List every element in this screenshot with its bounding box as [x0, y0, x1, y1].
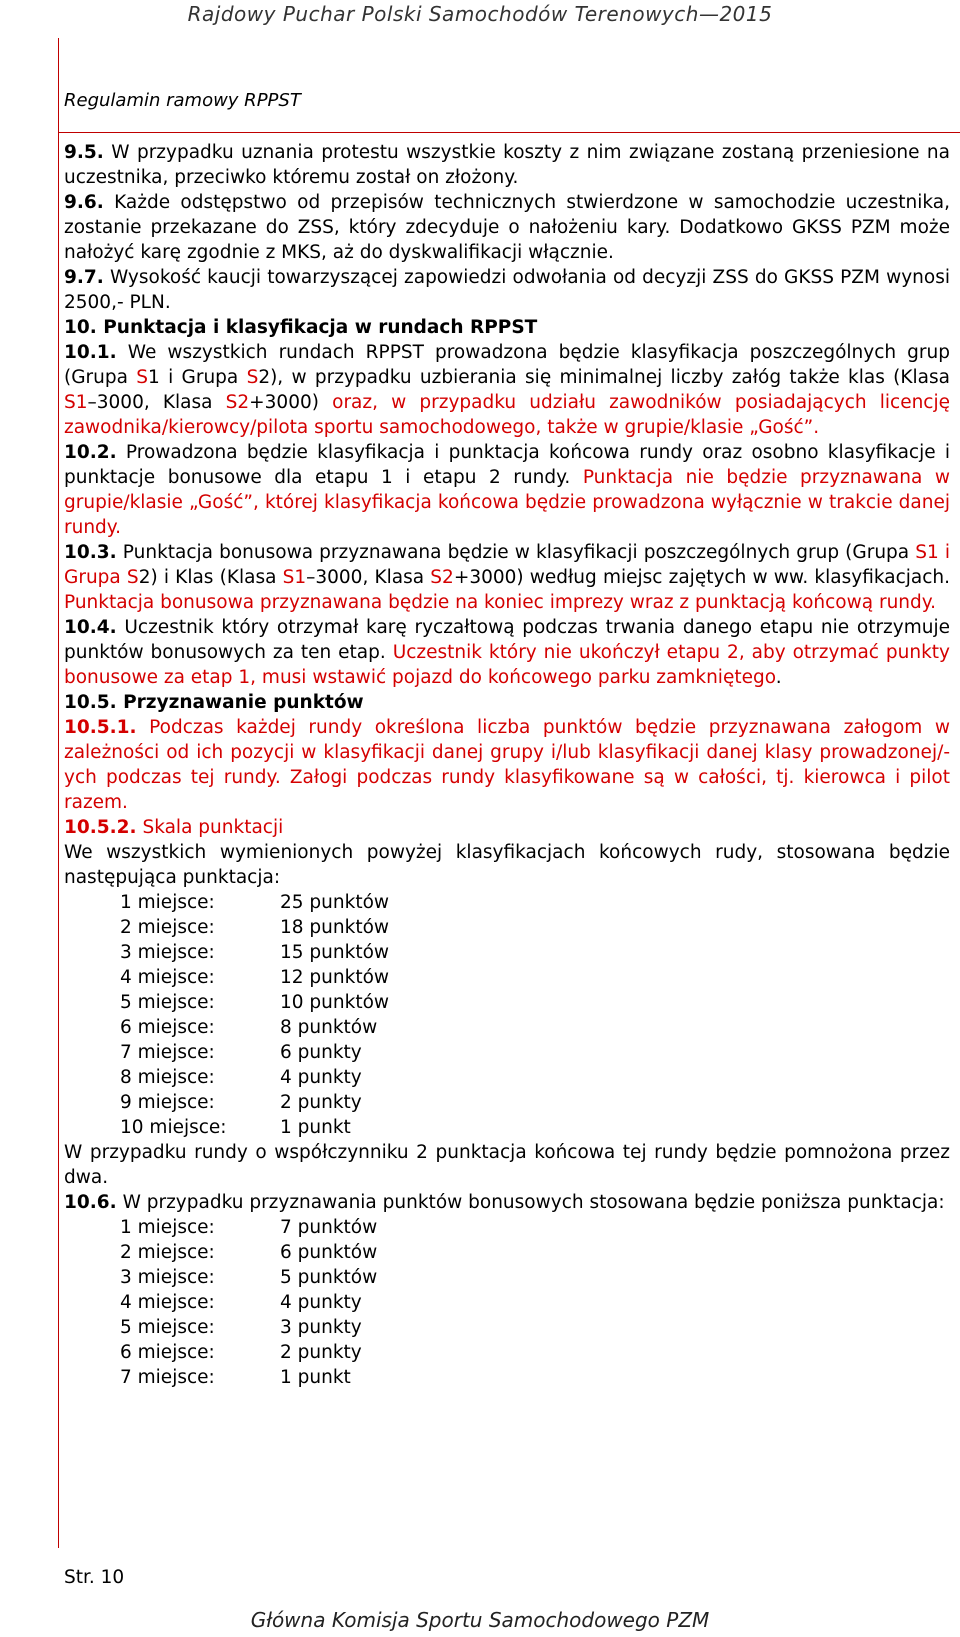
score-row: [64, 1340, 950, 1365]
score-points: 1 punkt: [280, 1367, 351, 1388]
text-run: .: [775, 667, 782, 688]
paragraph-9-5: [64, 140, 950, 190]
score-place: 5 miejsce:: [120, 1317, 215, 1338]
score-row: [64, 890, 950, 915]
paragraph-10-1: [64, 340, 950, 440]
points-scale-bonus: [64, 1215, 950, 1390]
text-run: S2: [430, 567, 454, 588]
text-run: S1: [282, 567, 307, 588]
text-run: Uczestnik który otrzymał karę ryczałtową podczas trwania danego etapu nie otrzymuje punktów bonusowych za ten etap.: [64, 617, 950, 663]
section-number: 10.5.2.: [64, 817, 137, 838]
text-run: +3000) według miejsc zajętych w ww. klasyfikacjach.: [453, 567, 951, 588]
score-points: 4 punkty: [280, 1067, 362, 1088]
double-coefficient-note: W przypadku rundy o współczynniku 2 punktacja końcowa tej rundy będzie pomnożona przez dwa.: [64, 1142, 950, 1188]
text-run: –3000, Klasa: [306, 567, 431, 588]
paragraph-text: W przypadku uznania protestu wszystkie koszty z nim związane zostaną przeniesione na uczestnika, przeciwko któremu został on złożony.: [64, 142, 950, 188]
score-row: [64, 1365, 950, 1390]
paragraph-10-4: [64, 615, 950, 690]
paragraph-9-6: [64, 190, 950, 265]
score-points: 10 punktów: [280, 992, 390, 1013]
paragraph-text: W przypadku przyznawania punktów bonusowych stosowana będzie poniższa punktacja:: [116, 1192, 945, 1213]
text-run: S2: [225, 392, 250, 413]
score-row: [64, 1090, 950, 1115]
text-run: 2), w przypadku uzbierania się minimalnej liczby załóg także klas (Klasa: [258, 367, 950, 388]
text-run: 1 i Grupa: [148, 367, 247, 388]
score-points: 8 punktów: [280, 1017, 378, 1038]
score-points: 18 punktów: [280, 917, 390, 938]
document-subtitle: Regulamin ramowy RPPST: [64, 90, 301, 111]
score-row: [64, 1240, 950, 1265]
score-points: 25 punktów: [280, 892, 390, 913]
score-place: 6 miejsce:: [120, 1342, 215, 1363]
text-run-red: Punktacja nie będzie przyznawana w grupie/klasie „Gość”, której klasyfikacja końcowa będzie prowadzona wyłącznie w trakcie danej rundy.: [64, 467, 950, 538]
score-place: 3 miejsce:: [120, 942, 215, 963]
score-place: 4 miejsce:: [120, 1292, 215, 1313]
document-body: [64, 140, 950, 1390]
score-place: 8 miejsce:: [120, 1067, 215, 1088]
text-run: –3000, Klasa: [87, 392, 226, 413]
score-place: 6 miejsce:: [120, 1017, 215, 1038]
text-run: Prowadzona będzie klasyfikacja i punktacja końcowa rundy oraz osobno klasyfikacje i punktacje bonusowe dla etapu 1 i etapu 2 rundy.: [64, 442, 950, 488]
section-number: 10.1.: [64, 342, 117, 363]
text-run-red: Punktacja bonusowa przyznawana będzie na koniec imprezy wraz z punktacją końcową rundy.: [64, 592, 936, 613]
score-place: 2 miejsce:: [120, 917, 215, 938]
text-run-red: oraz, w przypadku udziału zawodników posiadających licencję zawodnika/kierowcy/pilota sportu samochodowego, także w grupie/klasie „Gość”.: [64, 392, 951, 438]
paragraph-10-3: [64, 540, 950, 615]
score-row: [64, 1290, 950, 1315]
page-number: Str. 10: [64, 1567, 125, 1588]
score-points: 3 punkty: [280, 1317, 362, 1338]
score-place: 2 miejsce:: [120, 1242, 215, 1263]
score-place: 4 miejsce:: [120, 967, 215, 988]
score-place: 5 miejsce:: [120, 992, 215, 1013]
paragraph-9-7: [64, 265, 950, 315]
scale-intro: We wszystkich wymienionych powyżej klasyfikacjach końcowych rudy, stosowana będzie następująca punktacja:: [64, 842, 950, 888]
score-place: 1 miejsce:: [120, 892, 215, 913]
score-points: 6 punkty: [280, 1042, 362, 1063]
score-place: 1 miejsce:: [120, 1217, 215, 1238]
margin-rule-vertical: [58, 38, 59, 1548]
heading-section-10: 10. Punktacja i klasyfikacja w rundach RPPST: [64, 317, 538, 338]
text-run: 2) i Klas (Klasa: [138, 567, 283, 588]
score-row: [64, 1065, 950, 1090]
score-row: [64, 1115, 950, 1140]
score-points: 2 punkty: [280, 1342, 362, 1363]
paragraph-text: Każde odstępstwo od przepisów technicznych stwierdzone w samochodzie uczestnika, zostanie przekazane do ZSS, który zdecyduje o nałożeniu kary. Dodatkowo GKSS PZM może nałożyć karę zgodnie z MKS, aż do dyskwalifikacji włącznie.: [64, 192, 950, 263]
text-run: Punktacja bonusowa przyznawana będzie w klasyfikacji poszczególnych grup (Grupa: [116, 542, 916, 563]
text-run: S: [136, 367, 149, 388]
score-place: 10 miejsce:: [120, 1117, 227, 1138]
section-number: 10.4.: [64, 617, 117, 638]
points-scale-final: [64, 890, 950, 1140]
section-number: 10.2.: [64, 442, 117, 463]
text-run: We wszystkich rundach RPPST prowadzona będzie klasyfikacja poszczególnych grup (Grupa: [64, 342, 950, 388]
score-row: [64, 1265, 950, 1290]
heading-section-10-5: 10.5. Przyznawanie punktów: [64, 692, 364, 713]
paragraph-10-6: [64, 1190, 950, 1215]
text-run: S1 i Grupa S: [64, 542, 950, 588]
score-row: [64, 1015, 950, 1040]
section-number: 10.3.: [64, 542, 117, 563]
section-number: 10.5.1.: [64, 717, 137, 738]
score-row: [64, 1315, 950, 1340]
section-number: 9.6.: [64, 192, 104, 213]
score-row: [64, 915, 950, 940]
score-row: [64, 1215, 950, 1240]
footer-title: Główna Komisja Sportu Samochodowego PZM: [250, 1608, 710, 1632]
score-row: [64, 965, 950, 990]
margin-rule-horizontal: [58, 132, 960, 133]
score-points: 7 punktów: [280, 1217, 378, 1238]
score-place: 7 miejsce:: [120, 1367, 215, 1388]
score-row: [64, 1040, 950, 1065]
section-number: 9.7.: [64, 267, 104, 288]
score-points: 15 punktów: [280, 942, 390, 963]
score-points: 5 punktów: [280, 1267, 378, 1288]
score-points: 6 punktów: [280, 1242, 378, 1263]
score-place: 9 miejsce:: [120, 1092, 215, 1113]
section-number: 9.5.: [64, 142, 104, 163]
paragraph-10-5-2: [64, 815, 950, 840]
text-run: S1: [64, 392, 88, 413]
score-points: 4 punkty: [280, 1292, 362, 1313]
score-points: 1 punkt: [280, 1117, 351, 1138]
paragraph-text: Wysokość kaucji towarzyszącej zapowiedzi odwołania od decyzji ZSS do GKSS PZM wynosi 2500,- PLN.: [64, 267, 950, 313]
score-points: 12 punktów: [280, 967, 390, 988]
score-place: 3 miejsce:: [120, 1267, 215, 1288]
paragraph-10-5-1: [64, 715, 950, 815]
score-row: [64, 940, 950, 965]
text-run-red: Podczas każdej rundy określona liczba punktów będzie przyznawana załogom w zależności od ich pozycji w klasyfikacji danej grupy i/lub klasyfikacji danej klasy prowadzonej/-ych podczas tej rundy. Załogi podczas rundy klasyfikowane są w całości, tj. kierowca i pilot razem.: [64, 717, 950, 813]
section-number: 10.6.: [64, 1192, 117, 1213]
header-title: Rajdowy Puchar Polski Samochodów Terenowych—2015: [187, 2, 773, 26]
text-run: +3000): [249, 392, 333, 413]
paragraph-10-2: [64, 440, 950, 540]
score-points: 2 punkty: [280, 1092, 362, 1113]
text-run: S: [246, 367, 259, 388]
text-run-red: Uczestnik który nie ukończył etapu 2, aby otrzymać punkty bonusowe za etap 1, musi wstawić pojazd do końcowego parku zamkniętego: [64, 642, 950, 688]
text-run-red: Skala punktacji: [136, 817, 284, 838]
score-place: 7 miejsce:: [120, 1042, 215, 1063]
score-row: [64, 990, 950, 1015]
